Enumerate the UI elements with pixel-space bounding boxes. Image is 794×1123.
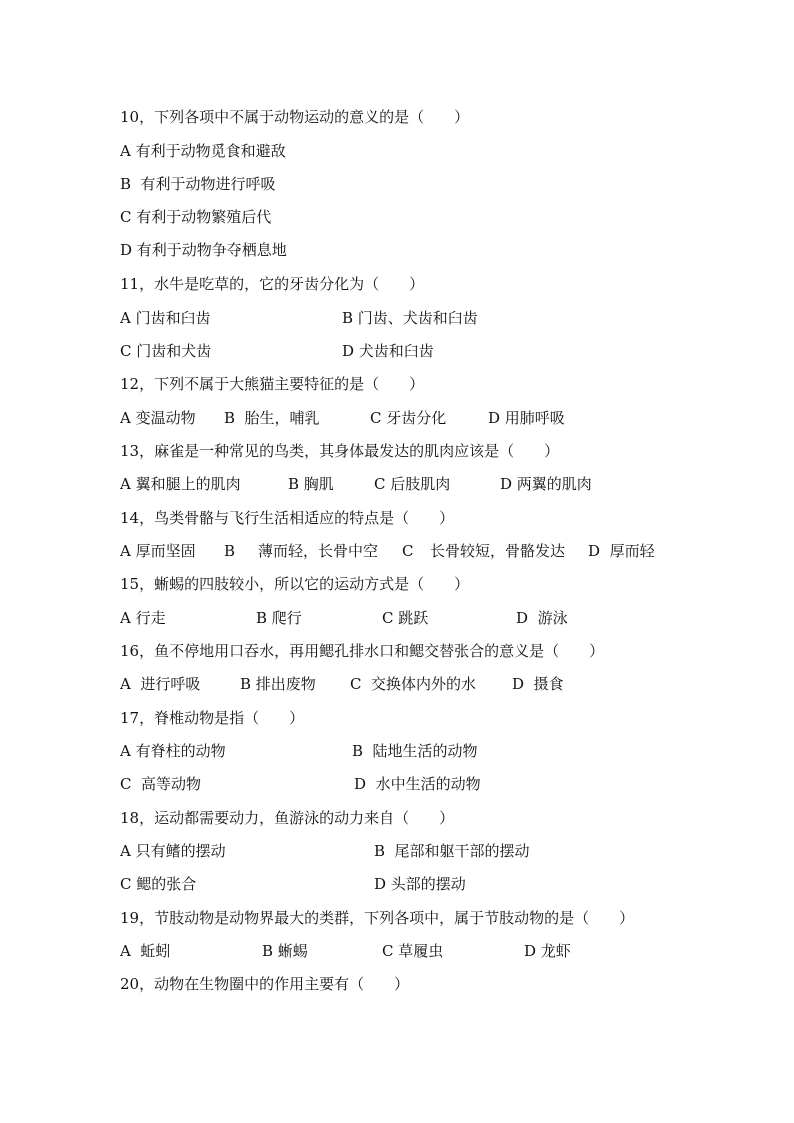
question-18-options-row-2: [120, 873, 466, 895]
question-14-stem: 14，鸟类骨骼与飞行生活相适应的特点是（ ）: [120, 509, 455, 527]
question-14-option-c-letter: C: [402, 542, 414, 560]
question-19-stem: 19，节肢动物是动物界最大的类群，下列各项中，属于节肢动物的是（ ）: [120, 909, 635, 927]
question-11-option-d: D 犬齿和臼齿: [342, 342, 434, 360]
question-11-options-row-2: [120, 340, 434, 362]
question-10-option-c: C 有利于动物繁殖后代: [120, 208, 272, 226]
question-12-option-b: B 胎生，哺乳: [224, 409, 320, 427]
question-19-options-row: [120, 940, 571, 962]
question-17-options-row-2: [120, 773, 481, 795]
question-15-option-b: B 爬行: [256, 609, 302, 627]
question-17-option-b: B 陆地生活的动物: [352, 742, 478, 760]
question-13-option-d: D 两翼的肌肉: [500, 475, 592, 493]
question-15-stem: 15，蜥蜴的四肢较小，所以它的运动方式是（ ）: [120, 575, 470, 593]
question-19-option-c: C 草履虫: [382, 942, 444, 960]
question-17-options-row-1: [120, 740, 478, 762]
question-10-option-d: D 有利于动物争夺栖息地: [120, 241, 287, 259]
question-16-option-c: C 交换体内外的水: [350, 675, 477, 693]
question-18-option-a: A 只有鳍的摆动: [120, 842, 226, 860]
question-18-stem: 18，运动都需要动力，鱼游泳的动力来自（ ）: [120, 809, 455, 827]
question-16-options-row: [120, 673, 564, 695]
question-15-option-a: A 行走: [120, 609, 166, 627]
question-11-option-c: C 门齿和犬齿: [120, 342, 212, 360]
question-14-option-a: A 厚而坚固: [120, 542, 196, 560]
question-18-option-b: B 尾部和躯干部的摆动: [374, 842, 530, 860]
question-13-option-b: B 胸肌: [288, 475, 334, 493]
question-12-option-c: C 牙齿分化: [370, 409, 447, 427]
question-17-option-a: A 有脊柱的动物: [120, 742, 226, 760]
question-14-options-row: [120, 540, 655, 562]
question-19-option-b: B 蜥蜴: [262, 942, 308, 960]
question-13-stem: 13，麻雀是一种常见的鸟类，其身体最发达的肌肉应该是（ ）: [120, 442, 560, 460]
question-12-option-a: A 变温动物: [120, 409, 196, 427]
question-20-stem: 20，动物在生物圈中的作用主要有（ ）: [120, 975, 410, 993]
question-14-option-b-letter: B: [224, 542, 236, 560]
question-11-options-row-1: [120, 307, 478, 329]
question-11-option-a: A 门齿和臼齿: [120, 309, 211, 327]
question-17-option-c: C 高等动物: [120, 775, 202, 793]
question-17-stem: 17，脊椎动物是指（ ）: [120, 709, 305, 727]
question-13-option-c: C 后肢肌肉: [374, 475, 451, 493]
question-16-stem: 16，鱼不停地用口吞水，再用鳃孔排水口和鳃交替张合的意义是（ ）: [120, 642, 605, 660]
question-15-options-row: [120, 607, 568, 629]
question-19-option-a: A 蚯蚓: [120, 942, 171, 960]
question-11-stem: 11，水牛是吃草的，它的牙齿分化为（ ）: [120, 275, 425, 293]
question-18-options-row-1: [120, 840, 530, 862]
question-17-option-d: D 水中生活的动物: [354, 775, 481, 793]
question-19-option-d: D 龙虾: [524, 942, 571, 960]
question-14-option-b: 薄而轻，长骨中空: [258, 542, 379, 560]
question-12-stem: 12，下列不属于大熊猫主要特征的是（ ）: [120, 375, 425, 393]
question-16-option-b: B 排出废物: [240, 675, 316, 693]
question-13-option-a: A 翼和腿上的肌肉: [120, 475, 241, 493]
question-18-option-c: C 鳃的张合: [120, 875, 197, 893]
question-10-option-a: A 有利于动物觅食和避敌: [120, 142, 286, 160]
question-13-options-row: [120, 473, 592, 495]
question-18-option-d: D 头部的摆动: [374, 875, 466, 893]
question-11-option-b: B 门齿、犬齿和臼齿: [342, 309, 478, 327]
question-14-option-d: D 厚而轻: [588, 542, 655, 560]
question-15-option-c: C 跳跃: [382, 609, 429, 627]
question-16-option-d: D 摄食: [512, 675, 564, 693]
question-12-options-row: [120, 407, 565, 429]
question-16-option-a: A 进行呼吸: [120, 675, 201, 693]
question-10-option-b: B 有利于动物进行呼吸: [120, 175, 276, 193]
question-15-option-d: D 游泳: [516, 609, 568, 627]
question-10-stem: 10，下列各项中不属于动物运动的意义的是（ ）: [120, 108, 470, 126]
question-14-option-c: 长骨较短，骨骼发达: [430, 542, 566, 560]
question-12-option-d: D 用肺呼吸: [488, 409, 565, 427]
